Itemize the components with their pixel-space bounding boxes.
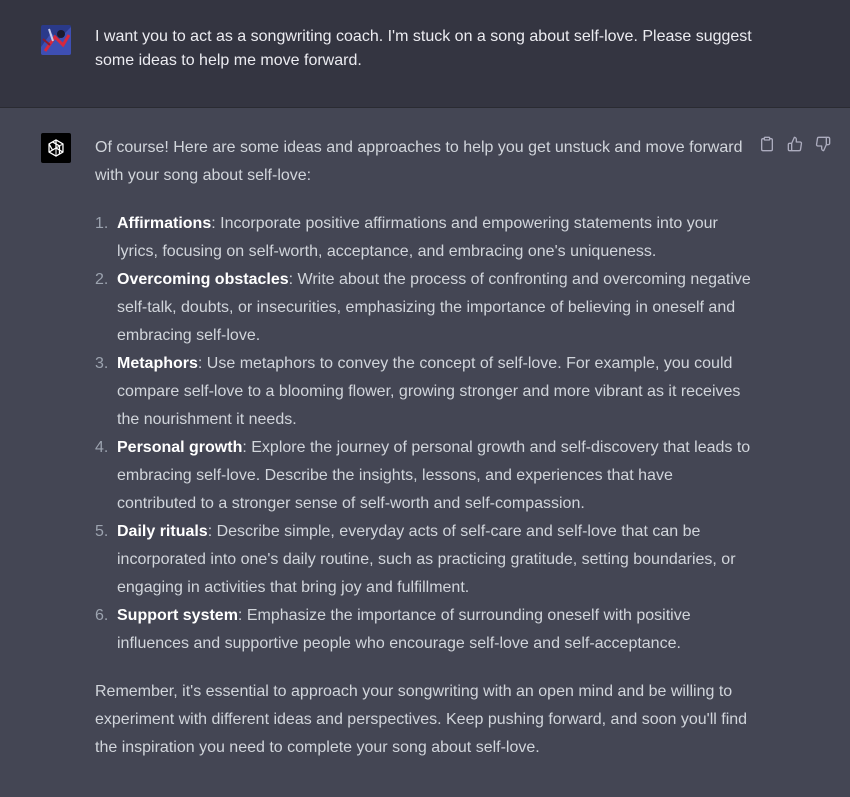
assistant-closing: Remember, it's essential to approach your songwriting with an open mind and be willing to experiment with different ideas and perspectives. Keep pushing forward, and soon you'll find the inspiration you need to complete your song about self-love. <box>95 683 748 756</box>
list-item-term: Support system <box>117 607 238 624</box>
list-item-number: 1. <box>95 215 109 232</box>
list-item-term: Metaphors <box>117 355 198 372</box>
assistant-message-content <box>95 134 755 762</box>
list-item <box>95 602 755 658</box>
thumbs-down-button[interactable] <box>814 135 832 153</box>
list-item-number: 6. <box>95 607 109 624</box>
thumbs-up-icon <box>787 136 803 152</box>
thumbs-up-button[interactable] <box>786 135 804 153</box>
list-item-text: : Describe simple, everyday acts of self-care and self-love that can be incorporated into one's daily routine, such as practicing gratitude, setting boundaries, or engaging in activities that bring joy and fulfillment. <box>117 523 736 596</box>
assistant-intro: Of course! Here are some ideas and approaches to help you get unstuck and move forward with your song about self-love: <box>95 139 743 184</box>
list-item-term: Affirmations <box>117 215 212 232</box>
list-item <box>95 266 755 350</box>
list-item-text: : Emphasize the importance of surrounding oneself with positive influences and supportive people who encourage self-love and self-acceptance. <box>117 607 691 652</box>
thumbs-down-icon <box>815 136 831 152</box>
assistant-message-row <box>0 109 850 797</box>
list-item-term: Overcoming obstacles <box>117 271 289 288</box>
user-avatar <box>41 25 71 55</box>
user-message-row <box>0 0 850 108</box>
list-item-number: 2. <box>95 271 109 288</box>
list-item <box>95 350 755 434</box>
list-item-number: 5. <box>95 523 109 540</box>
list-item <box>95 210 755 266</box>
list-item-term: Daily rituals <box>117 523 208 540</box>
list-item <box>95 434 755 518</box>
list-item-number: 3. <box>95 355 109 372</box>
clipboard-icon <box>759 136 775 152</box>
list-item-text: : Use metaphors to convey the concept of self-love. For example, you could compare self-love to a blooming flower, growing stronger and more vibrant as it receives the nourishment it needs. <box>117 355 741 428</box>
list-item-number: 4. <box>95 439 109 456</box>
list-item-text: : Incorporate positive affirmations and empowering statements into your lyrics, focusing on self-worth, acceptance, and embracing one's uniqueness. <box>117 215 718 260</box>
openai-logo-icon <box>45 137 67 159</box>
message-actions <box>758 135 832 153</box>
assistant-avatar <box>41 133 71 163</box>
copy-button[interactable] <box>758 135 776 153</box>
user-avatar-image <box>41 25 71 55</box>
list-item-term: Personal growth <box>117 439 243 456</box>
list-item-text: : Write about the process of confronting and overcoming negative self-talk, doubts, or insecurities, emphasizing the importance of believing in oneself and embracing self-love. <box>117 271 751 344</box>
ideas-list <box>95 210 755 658</box>
user-message-text: I want you to act as a songwriting coach. I'm stuck on a song about self-love. Please suggest some ideas to help me move forward. <box>95 28 752 69</box>
list-item-text: : Explore the journey of personal growth and self-discovery that leads to embracing self-love. Describe the insights, lessons, and experiences that have contributed to a stronger sense of self-worth and self-compassion. <box>117 439 751 512</box>
list-item <box>95 518 755 602</box>
